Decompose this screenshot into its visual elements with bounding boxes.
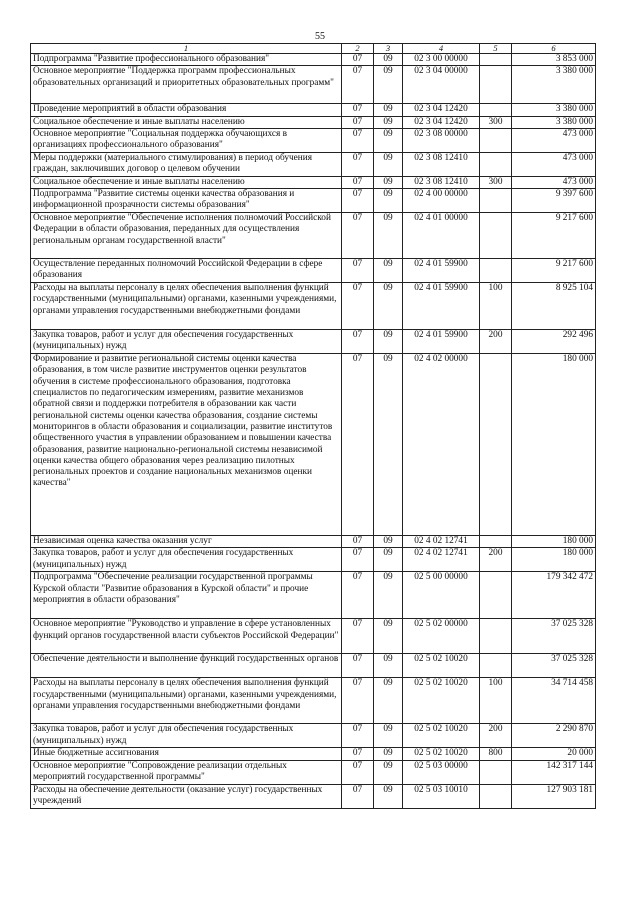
row-expense-type-cell xyxy=(480,66,512,104)
row-subsection-cell: 09 xyxy=(374,330,403,354)
row-name-cell: Закупка товаров, работ и услуг для обеспечения государственных (муниципальных) нужд xyxy=(31,724,342,748)
table-row xyxy=(31,189,596,213)
row-subsection-cell: 09 xyxy=(374,213,403,259)
row-amount-cell: 180 000 xyxy=(512,354,596,536)
table-row xyxy=(31,548,596,572)
row-amount-cell: 9 397 600 xyxy=(512,189,596,213)
row-amount-cell: 292 496 xyxy=(512,330,596,354)
row-expense-type-cell xyxy=(480,54,512,66)
row-section-cell: 07 xyxy=(342,354,374,536)
row-amount-cell: 9 217 600 xyxy=(512,213,596,259)
row-section-cell: 07 xyxy=(342,548,374,572)
table-row xyxy=(31,330,596,354)
row-expense-type-cell xyxy=(480,760,512,784)
row-amount-cell: 473 000 xyxy=(512,176,596,188)
table-row xyxy=(31,619,596,654)
row-expense-type-cell: 300 xyxy=(480,116,512,128)
row-name-cell: Формирование и развитие региональной системы оценки качества образования, в том числе развитие инструментов оценки результатов обучения в системе профессионального образования, подготовка специалистов по педагогическим измерениям, развитие механизмов обратной связи и поддержки потребителя в образовании как части региональной системы оценки качества образования, создание системы мониторингов в области образования и социализации, развитие институтов общественного участия в управлении образованием и повышении качества образования, развитие национально-региональной системы независимой оценки качества общего образования через реализацию пилотных региональных проектов и создание национальных механизмов оценки качества" xyxy=(31,354,342,536)
row-name-cell: Подпрограмма "Обеспечение реализации государственной программы Курской области "Развитие образования в Курской области" и прочие мероприятия в области образования" xyxy=(31,572,342,619)
header-cell-subsection: 3 xyxy=(374,44,403,54)
row-section-cell: 07 xyxy=(342,259,374,283)
table-row xyxy=(31,678,596,724)
row-subsection-cell: 09 xyxy=(374,678,403,724)
row-name-cell: Расходы на обеспечение деятельности (оказание услуг) государственных учреждений xyxy=(31,784,342,808)
row-expense-type-cell: 200 xyxy=(480,548,512,572)
row-target-article-cell: 02 3 04 00000 xyxy=(403,66,480,104)
row-amount-cell: 180 000 xyxy=(512,536,596,548)
row-name-cell: Иные бюджетные ассигнования xyxy=(31,748,342,760)
row-target-article-cell: 02 3 00 00000 xyxy=(403,54,480,66)
table-row xyxy=(31,213,596,259)
row-expense-type-cell: 300 xyxy=(480,176,512,188)
row-name-cell: Закупка товаров, работ и услуг для обеспечения государственных (муниципальных) нужд xyxy=(31,548,342,572)
row-amount-cell: 3 380 000 xyxy=(512,66,596,104)
table-row xyxy=(31,176,596,188)
row-name-cell: Основное мероприятие "Сопровождение реализации отдельных мероприятий государственной программы" xyxy=(31,760,342,784)
row-name-cell: Проведение мероприятий в области образования xyxy=(31,104,342,116)
row-target-article-cell: 02 4 01 59900 xyxy=(403,283,480,330)
row-amount-cell: 8 925 104 xyxy=(512,283,596,330)
row-amount-cell: 180 000 xyxy=(512,548,596,572)
row-section-cell: 07 xyxy=(342,116,374,128)
row-amount-cell: 20 000 xyxy=(512,748,596,760)
row-subsection-cell: 09 xyxy=(374,104,403,116)
row-name-cell: Расходы на выплаты персоналу в целях обеспечения выполнения функций государственными (муниципальными) органами, казенными учреждениями, органами управления государственными внебюджетными фондами xyxy=(31,678,342,724)
row-expense-type-cell xyxy=(480,536,512,548)
row-name-cell: Основное мероприятие "Обеспечение исполнения полномочий Российской Федерации в области образования, переданных для осуществления региональным органам государственной власти" xyxy=(31,213,342,259)
row-subsection-cell: 09 xyxy=(374,619,403,654)
row-amount-cell: 3 380 000 xyxy=(512,104,596,116)
header-cell-expense-type: 5 xyxy=(480,44,512,54)
row-amount-cell: 3 853 000 xyxy=(512,54,596,66)
row-amount-cell: 179 342 472 xyxy=(512,572,596,619)
row-amount-cell: 473 000 xyxy=(512,152,596,176)
row-target-article-cell: 02 5 02 10020 xyxy=(403,678,480,724)
row-subsection-cell: 09 xyxy=(374,536,403,548)
row-section-cell: 07 xyxy=(342,724,374,748)
row-section-cell: 07 xyxy=(342,54,374,66)
row-name-cell: Закупка товаров, работ и услуг для обеспечения государственных (муниципальных) нужд xyxy=(31,330,342,354)
row-amount-cell: 142 317 144 xyxy=(512,760,596,784)
row-expense-type-cell xyxy=(480,213,512,259)
row-target-article-cell: 02 5 02 10020 xyxy=(403,748,480,760)
row-subsection-cell: 09 xyxy=(374,152,403,176)
table-row xyxy=(31,760,596,784)
row-target-article-cell: 02 3 08 00000 xyxy=(403,128,480,152)
row-name-cell: Социальное обеспечение и иные выплаты населению xyxy=(31,176,342,188)
row-target-article-cell: 02 4 01 59900 xyxy=(403,330,480,354)
row-amount-cell: 127 903 181 xyxy=(512,784,596,808)
row-section-cell: 07 xyxy=(342,283,374,330)
row-target-article-cell: 02 4 02 12741 xyxy=(403,536,480,548)
row-amount-cell: 473 000 xyxy=(512,128,596,152)
row-subsection-cell: 09 xyxy=(374,654,403,678)
row-expense-type-cell: 200 xyxy=(480,330,512,354)
table-row xyxy=(31,66,596,104)
row-section-cell: 07 xyxy=(342,330,374,354)
table-row xyxy=(31,748,596,760)
row-target-article-cell: 02 3 04 12420 xyxy=(403,104,480,116)
row-subsection-cell: 09 xyxy=(374,784,403,808)
row-expense-type-cell: 100 xyxy=(480,283,512,330)
header-cell-target-article: 4 xyxy=(403,44,480,54)
row-subsection-cell: 09 xyxy=(374,259,403,283)
row-name-cell: Основное мероприятие "Руководство и управление в сфере установленных функций органов государственной власти субъектов Российской Федерации" xyxy=(31,619,342,654)
row-section-cell: 07 xyxy=(342,104,374,116)
row-subsection-cell: 09 xyxy=(374,760,403,784)
row-target-article-cell: 02 3 08 12410 xyxy=(403,176,480,188)
row-subsection-cell: 09 xyxy=(374,54,403,66)
row-name-cell: Подпрограмма "Развитие системы оценки качества образования и информационной прозрачности системы образования" xyxy=(31,189,342,213)
row-section-cell: 07 xyxy=(342,152,374,176)
row-amount-cell: 34 714 458 xyxy=(512,678,596,724)
row-target-article-cell: 02 3 04 12420 xyxy=(403,116,480,128)
row-amount-cell: 37 025 328 xyxy=(512,654,596,678)
row-expense-type-cell xyxy=(480,104,512,116)
row-expense-type-cell: 200 xyxy=(480,724,512,748)
row-target-article-cell: 02 5 03 00000 xyxy=(403,760,480,784)
row-target-article-cell: 02 5 02 10020 xyxy=(403,724,480,748)
row-amount-cell: 2 290 870 xyxy=(512,724,596,748)
row-target-article-cell: 02 4 00 00000 xyxy=(403,189,480,213)
row-target-article-cell: 02 4 02 00000 xyxy=(403,354,480,536)
row-expense-type-cell xyxy=(480,619,512,654)
row-name-cell: Основное мероприятие "Поддержка программ профессиональных образовательных организаций и приоритетных образовательных программ" xyxy=(31,66,342,104)
row-target-article-cell: 02 4 01 59900 xyxy=(403,259,480,283)
row-subsection-cell: 09 xyxy=(374,176,403,188)
row-subsection-cell: 09 xyxy=(374,548,403,572)
row-expense-type-cell: 100 xyxy=(480,678,512,724)
row-name-cell: Социальное обеспечение и иные выплаты населению xyxy=(31,116,342,128)
row-expense-type-cell xyxy=(480,784,512,808)
row-name-cell: Независимая оценка качества оказания услуг xyxy=(31,536,342,548)
header-cell-amount: 6 xyxy=(512,44,596,54)
row-section-cell: 07 xyxy=(342,760,374,784)
row-section-cell: 07 xyxy=(342,748,374,760)
row-section-cell: 07 xyxy=(342,654,374,678)
row-section-cell: 07 xyxy=(342,128,374,152)
table-row xyxy=(31,572,596,619)
table-row xyxy=(31,259,596,283)
table-row xyxy=(31,784,596,808)
row-target-article-cell: 02 5 02 00000 xyxy=(403,619,480,654)
row-target-article-cell: 02 3 08 12410 xyxy=(403,152,480,176)
page-number: 55 xyxy=(315,31,325,42)
row-subsection-cell: 09 xyxy=(374,128,403,152)
row-amount-cell: 37 025 328 xyxy=(512,619,596,654)
row-amount-cell: 9 217 600 xyxy=(512,259,596,283)
row-expense-type-cell xyxy=(480,654,512,678)
row-subsection-cell: 09 xyxy=(374,283,403,330)
row-target-article-cell: 02 4 01 00000 xyxy=(403,213,480,259)
row-subsection-cell: 09 xyxy=(374,748,403,760)
table-row xyxy=(31,104,596,116)
row-target-article-cell: 02 5 00 00000 xyxy=(403,572,480,619)
row-subsection-cell: 09 xyxy=(374,724,403,748)
row-target-article-cell: 02 4 02 12741 xyxy=(403,548,480,572)
row-section-cell: 07 xyxy=(342,784,374,808)
table-row xyxy=(31,128,596,152)
row-subsection-cell: 09 xyxy=(374,66,403,104)
row-section-cell: 07 xyxy=(342,189,374,213)
table-row xyxy=(31,283,596,330)
row-target-article-cell: 02 5 03 10010 xyxy=(403,784,480,808)
table-header-row xyxy=(31,44,596,54)
row-section-cell: 07 xyxy=(342,678,374,724)
row-expense-type-cell xyxy=(480,128,512,152)
row-subsection-cell: 09 xyxy=(374,116,403,128)
row-section-cell: 07 xyxy=(342,572,374,619)
table-row xyxy=(31,654,596,678)
row-name-cell: Расходы на выплаты персоналу в целях обеспечения выполнения функций государственными (муниципальными) органами, казенными учреждениями, органами управления государственными внебюджетными фондами xyxy=(31,283,342,330)
row-section-cell: 07 xyxy=(342,213,374,259)
row-name-cell: Осуществление переданных полномочий Российской Федерации в сфере образования xyxy=(31,259,342,283)
row-target-article-cell: 02 5 02 10020 xyxy=(403,654,480,678)
row-expense-type-cell xyxy=(480,572,512,619)
header-cell-name: 1 xyxy=(31,44,342,54)
table-row xyxy=(31,116,596,128)
row-name-cell: Обеспечение деятельности и выполнение функций государственных органов xyxy=(31,654,342,678)
row-subsection-cell: 09 xyxy=(374,189,403,213)
row-section-cell: 07 xyxy=(342,536,374,548)
row-subsection-cell: 09 xyxy=(374,572,403,619)
table-row xyxy=(31,536,596,548)
row-section-cell: 07 xyxy=(342,176,374,188)
row-expense-type-cell xyxy=(480,354,512,536)
table-row xyxy=(31,152,596,176)
row-expense-type-cell xyxy=(480,189,512,213)
table-row xyxy=(31,354,596,536)
row-amount-cell: 3 380 000 xyxy=(512,116,596,128)
table-row xyxy=(31,724,596,748)
row-expense-type-cell xyxy=(480,259,512,283)
budget-table xyxy=(30,43,596,809)
row-section-cell: 07 xyxy=(342,66,374,104)
row-expense-type-cell: 800 xyxy=(480,748,512,760)
table-row xyxy=(31,54,596,66)
row-subsection-cell: 09 xyxy=(374,354,403,536)
row-expense-type-cell xyxy=(480,152,512,176)
header-cell-section: 2 xyxy=(342,44,374,54)
row-name-cell: Меры поддержки (материального стимулирования) в период обучения граждан, заключивших договор о целевом обучении xyxy=(31,152,342,176)
row-name-cell: Подпрограмма "Развитие профессионального образования" xyxy=(31,54,342,66)
row-section-cell: 07 xyxy=(342,619,374,654)
row-name-cell: Основное мероприятие "Социальная поддержка обучающихся в организациях профессионального образования" xyxy=(31,128,342,152)
